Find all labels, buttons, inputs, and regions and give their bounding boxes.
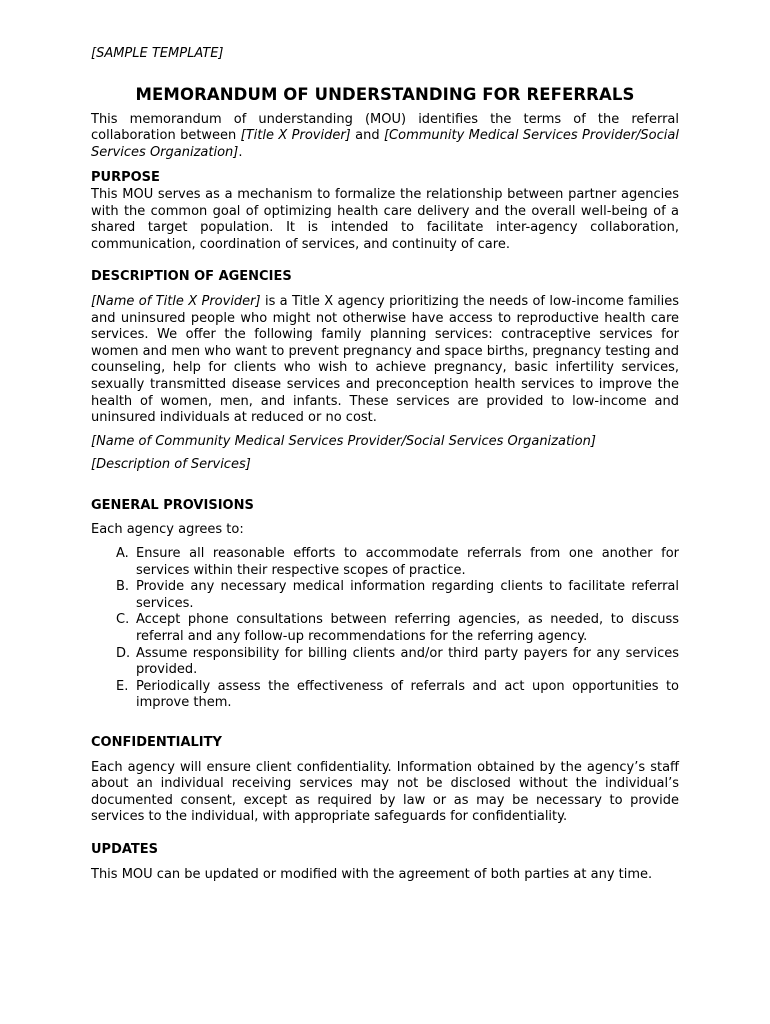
purpose-heading: PURPOSE [91, 170, 160, 186]
purpose-paragraph: This MOU serves as a mechanism to formalize the relationship between partner agencies with the common goal of optimizing health care delivery and the overall well-being of a shared target population. It is intended to facilitate inter-agency collaboration, communication, coordination of services, and continuity of care. [91, 186, 679, 252]
document-title: MEMORANDUM OF UNDERSTANDING FOR REFERRALS [135, 84, 635, 104]
list-item [91, 546, 679, 579]
list-marker: D. [116, 645, 131, 661]
confidentiality-heading: CONFIDENTIALITY [91, 735, 222, 750]
intro-text-3: . [238, 144, 243, 160]
intro-text-2: and [350, 128, 384, 144]
provider-description [91, 294, 679, 427]
template-tag: [SAMPLE TEMPLATE] [91, 46, 224, 61]
agencies-heading: DESCRIPTION OF AGENCIES [91, 269, 292, 285]
intro-paragraph [91, 112, 679, 162]
provider-description-text: is a Title X agency prioritizing the needs of low-income families and uninsured people who might not otherwise have access to reproductive health care services. We offer the following family planning services: contraceptive services for women and men who want to prevent pregnancy and space births, pregnancy testing and counseling, help for clients who wish to achieve pregnancy, basic infertility services, sexually transmitted disease services and preconception health services to improve the health of women, men, and infants. These services are provided to low-income and uninsured individuals at reduced or no cost. [91, 293, 679, 426]
list-item-text: Ensure all reasonable efforts to accommodate referrals from one another for services within their respective scopes of practice. [136, 546, 679, 578]
confidentiality-paragraph: Each agency will ensure client confidentiality. Information obtained by the agency’s staff about an individual receiving services may not be disclosed without the individual’s documented consent, except as required by law or as may be necessary to provide services to the individual, with appropriate safeguards for confidentiality. [91, 759, 679, 825]
provider-name-placeholder: [Name of Title X Provider] [91, 293, 261, 309]
list-item-text: Accept phone consultations between referring agencies, as needed, to discuss referral and any follow-up recommendations for the referring agency. [136, 612, 679, 645]
document-body [91, 46, 679, 883]
updates-paragraph: This MOU can be updated or modified with the agreement of both parties at any time. [91, 866, 653, 882]
list-marker: C. [116, 612, 130, 628]
list-item-text: Periodically assess the effectiveness of referrals and act upon opportunities to improve them. [136, 678, 679, 711]
list-item [91, 646, 679, 679]
updates-heading: UPDATES [91, 841, 159, 857]
general-provisions-lead: Each agency agrees to: [91, 522, 244, 538]
intro-partner-placeholder: [Community Medical Services Provider/Social Services Organization] [91, 128, 679, 160]
list-marker: E. [116, 678, 129, 694]
partner-name-placeholder: [Name of Community Medical Services Provider/Social Services Organization] [91, 433, 596, 449]
list-item [91, 579, 679, 612]
intro-text-1: This memorandum of understanding (MOU) identifies the terms of the referral collaboration between [91, 111, 679, 144]
partner-services-placeholder: [Description of Services] [91, 457, 251, 473]
list-item-text: Assume responsibility for billing clients and/or third party payers for any services provided. [136, 645, 679, 678]
list-marker: B. [116, 579, 130, 595]
list-item-text: Provide any necessary medical information regarding clients to facilitate referral services. [136, 579, 679, 611]
list-item [91, 612, 679, 645]
list-marker: A. [116, 546, 129, 562]
list-item [91, 679, 679, 712]
general-provisions-heading: GENERAL PROVISIONS [91, 497, 254, 513]
intro-provider-placeholder: [Title X Provider] [240, 128, 351, 144]
provisions-list [91, 546, 679, 712]
